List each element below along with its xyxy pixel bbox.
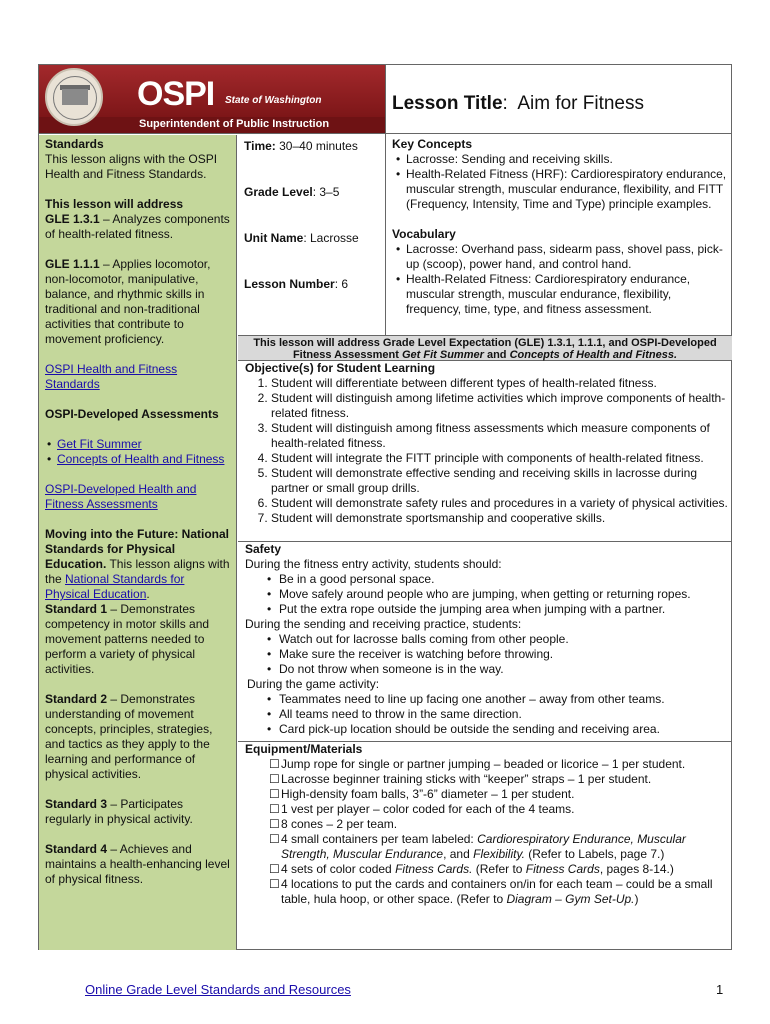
state-name: State of Washington [225, 95, 322, 106]
agency-name: Superintendent of Public Instruction [139, 118, 330, 130]
standard-2: Standard 2 – Demonstrates understanding of movement concepts, principles, strategies, and tactics as they apply to the learning and performance of physical activities. [45, 692, 213, 781]
page-number: 1 [716, 982, 724, 997]
equipment-section: Equipment/Materials ☐ Jump rope for single or partner jumping – beaded or licorice – 1 per student. ☐ Lacrosse beginner training sticks with “keeper” straps – 1 per student. ☐ High-density foam balls, 3”-6” diameter – 1 per student. ☐ 1 vest per player – color coded for each of the 4 teams. ☐ 8 cones – 2 per team. ☐ 4 small containers per team labeled: Cardiorespiratory Endurance, Muscular Strength, Muscular Endurance, and Flexibility. (Refer to Labels, page 7.) ☐ 4 sets of color coded Fitness Cards. (Refer to Fitness Cards, pages 8-14.) ☐ 4 locations to put the cards and containers on/in for each team – could be a small table, hula hoop, or other space. (Refer to Diagram – Gym Set-Up.) [245, 742, 713, 906]
objective-item: 3. Student will distinguish among fitness assessments which measure components of health-related fitness. [271, 421, 731, 451]
lesson-title: Lesson Title: Aim for Fitness [392, 93, 645, 114]
national-standards-block: Moving into the Future: National Standards for Physical Education. This lesson aligns with the National Standards for Physical Education. [45, 527, 230, 601]
ospi-assessments-link[interactable]: OSPI-Developed Health and Fitness Assessments [45, 482, 197, 511]
online-standards-link[interactable]: Online Grade Level Standards and Resources [85, 982, 351, 997]
grade-field: Grade Level: 3–5 [244, 185, 340, 199]
objectives-section: Objective(s) for Student Learning 1. Student will differentiate between different types of health-related fitness. 2. Student will distinguish among lifetime activities which improve components of health-related fitness. 3. Student will distinguish among fitness assessments which measure components of health-related fitness. 4. Student will integrate the FITT principle with components of health-related fitness. 5. Student will demonstrate effective sending and receiving skills in lacrosse during partner or small group drills. 6. Student will demonstrate safety rules and procedures in a variety of physical activities. 7. Student will demonstrate sportsmanship and cooperative skills. [245, 361, 731, 526]
gle-131: This lesson will address GLE 1.3.1 – Analyzes components of health-related fitness. [45, 197, 230, 241]
get-fit-summer-link[interactable]: Get Fit Summer [57, 437, 142, 451]
lesson-meta [244, 139, 384, 323]
ospi-logo-text: OSPI [137, 75, 215, 113]
state-seal-logo [45, 68, 103, 126]
objective-item: 1. Student will differentiate between different types of health-related fitness. [271, 376, 731, 391]
standards-intro: Standards This lesson aligns with the OSPI Health and Fitness Standards. [45, 137, 218, 181]
standard-4: Standard 4 – Achieves and maintains a health-enhancing level of physical fitness. [45, 842, 230, 886]
time-field: Time: 30–40 minutes [244, 139, 358, 153]
ospi-standards-link[interactable]: OSPI Health and Fitness Standards [45, 362, 178, 391]
lesson-number-field: Lesson Number: 6 [244, 277, 349, 291]
standard-3: Standard 3 – Participates regularly in physical activity. [45, 797, 193, 826]
objective-item: 5. Student will demonstrate effective sending and receiving skills in lacrosse during partner or small group drills. [271, 466, 731, 496]
standards-column: Standards This lesson aligns with the OSPI Health and Fitness Standards. This lesson will address GLE 1.3.1 – Analyzes components of health-related fitness. GLE 1.1.1 – Applies locomotor, non-locomotor, manipulative, balance, and rhythmic skills in traditional and non-traditional activities that contribute to movement proficiency. OSPI Health and Fitness Standards OSPI-Developed Assessments • Get Fit Summer • Concepts of Health and Fitness OSPI-Developed Health and Fitness Assessments Moving into the Future: National Standards for Physical Education. This lesson aligns with the National Standards for Physical Education. Standard 1 – Demonstrates competency in motor skills and movement patterns needed to perform a variety of physical activities. Standard 2 – Demonstrates understanding of movement concepts, principles, strategies, and tactics as they apply to the learning and performance of physical activities. Standard 3 – Participates regularly in physical activity. Standard 4 – Achieves and maintains a health-enhancing level of physical fitness. [39, 135, 237, 950]
gle-111: GLE 1.1.1 – Applies locomotor, non-locomotor, manipulative, balance, and rhythmic skills in traditional and non-traditional activities that contribute to movement proficiency. [45, 257, 211, 346]
lesson-table [38, 64, 732, 950]
objective-item: 7. Student will demonstrate sportsmanship and cooperative skills. [271, 511, 731, 526]
objective-item: 6. Student will demonstrate safety rules and procedures in a variety of physical activities. [271, 496, 731, 511]
national-standards-link[interactable]: National Standards for Physical Education [45, 572, 185, 601]
objective-item: 4. Student will integrate the FITT principle with components of health-related fitness. [271, 451, 731, 466]
vocabulary-heading: Vocabulary [392, 227, 456, 241]
gle-summary-bar: This lesson will address Grade Level Expectation (GLE) 1.3.1, 1.1.1, and OSPI-Developed Fitness Assessment Get Fit Summer and Concepts of Health and Fitness. [238, 335, 732, 361]
objective-item: 2. Student will distinguish among lifetime activities which improve components of health-related fitness. [271, 391, 731, 421]
concepts-health-fitness-link[interactable]: Concepts of Health and Fitness [57, 452, 225, 466]
unit-field: Unit Name: Lacrosse [244, 231, 359, 245]
ospi-banner [39, 65, 385, 133]
safety-section: Safety During the fitness entry activity, students should: • Be in a good personal space. • Move safely around people who are jumping, when getting or returning ropes. • Put the extra rope outside the jumping area when jumping with a partner. During the sending and receiving practice, students: • Watch out for lacrosse balls coming from other people. • Make sure the receiver is watching before throwing. • Do not throw when someone is in the way. During the game activity: • Teammates need to line up facing one another – away from other teams. • All teams need to throw in the same direction. • Card pick-up location should be outside the sending and receiving area. [245, 542, 691, 736]
standard-1: Standard 1 – Demonstrates competency in motor skills and movement patterns needed to perform a variety of physical activities. [45, 602, 210, 676]
key-concepts: Key Concepts • Lacrosse: Sending and receiving skills. • Health-Related Fitness (HRF): Cardiorespiratory endurance, muscular strength, muscular endurance, flexibility, and FITT (Frequency, Intensity, Time and Type) principle examples. Vocabulary • Lacrosse: Overhand pass, sidearm pass, shovel pass, pick-up (scoop), power hand, and control hand. • Health-Related Fitness: Cardiorespiratory endurance, muscular strength, muscular endurance, flexibility, frequency, time, type, and fitness assessment. [392, 137, 727, 316]
assessments-block: OSPI-Developed Assessments [45, 407, 219, 421]
